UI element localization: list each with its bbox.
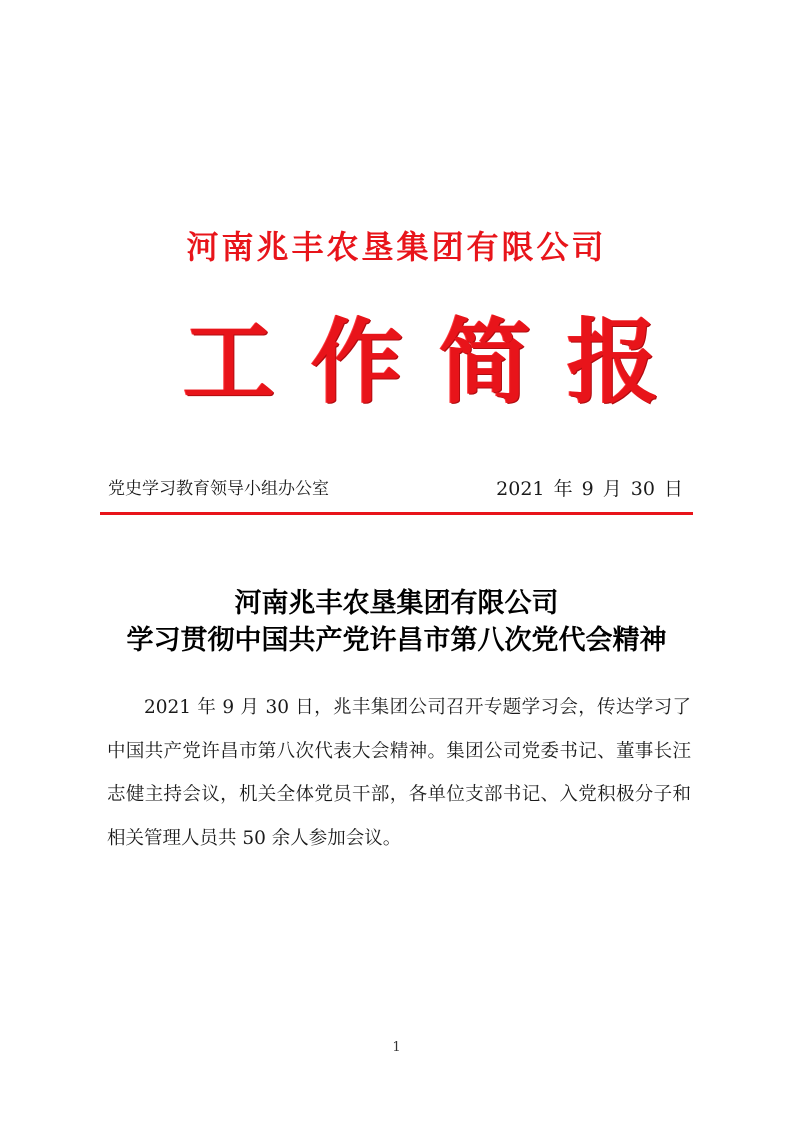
- page-number: 1: [392, 1040, 401, 1055]
- article-body: 2021 年 9 月 30 日，兆丰集团公司召开专题学习会，传达学习了中国共产党许昌市第八次代表大会精神。集团公司党委书记、董事长汪志健主持会议，机关全体党员干部，各单位支部书记、入党积极分子和相关管理人员共 50 余人参加会议。: [107, 697, 691, 849]
- article-title-line2: 学习贯彻中国共产党许昌市第八次党代会精神: [126, 625, 667, 656]
- brief-title-char: 报: [566, 308, 659, 416]
- organization-name: 河南兆丰农垦集团有限公司: [186, 228, 607, 266]
- article-title-line1: 河南兆丰农垦集团有限公司: [234, 588, 559, 619]
- issuing-department: 党史学习教育领导小组办公室: [108, 479, 329, 499]
- article-title: [0, 585, 793, 659]
- red-divider-rule: [100, 512, 693, 515]
- issue-meta-row: [108, 474, 683, 504]
- issue-date: 2021 年 9 月 30 日: [496, 478, 683, 500]
- brief-title-char: 工: [182, 308, 275, 416]
- brief-title-char: 简: [438, 308, 531, 416]
- brief-title: [0, 308, 793, 416]
- brief-title-char: 作: [310, 308, 403, 416]
